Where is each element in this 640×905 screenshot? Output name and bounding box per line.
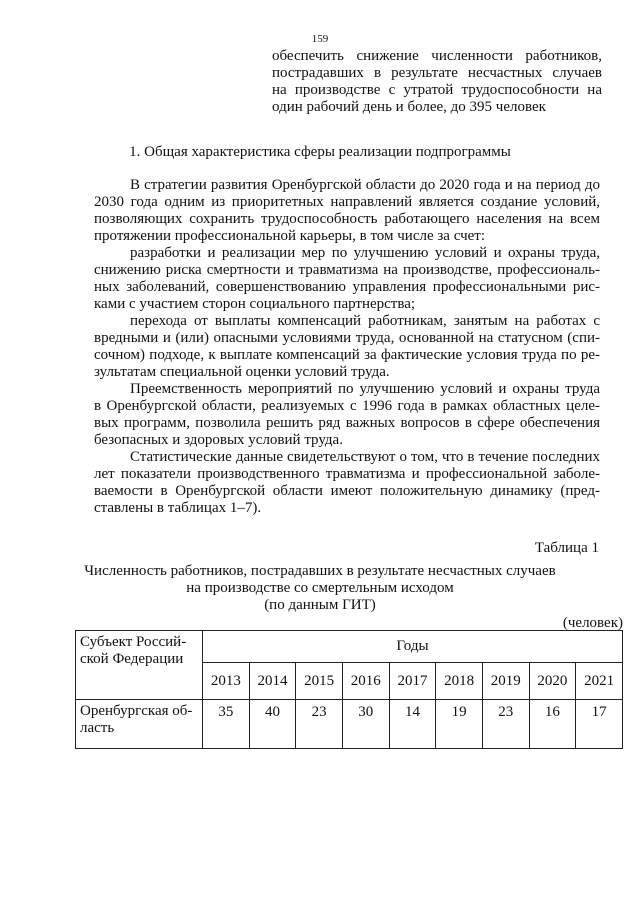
year-header: 2015 xyxy=(296,663,343,700)
value-cell: 40 xyxy=(249,700,296,749)
paragraph xyxy=(94,381,600,449)
paragraph-line: ваемости в Оренбургской области имеют положительную динамику (пред- xyxy=(94,483,600,499)
paragraph-line: протяжении профессиональной карьеры, в том числе за счет: xyxy=(94,228,485,244)
year-header: 2014 xyxy=(249,663,296,700)
fatal-accidents-table xyxy=(75,630,623,749)
page-number: 159 xyxy=(311,33,329,45)
goal-line: один рабочий день и более, до 395 человек xyxy=(272,99,546,115)
year-header: 2018 xyxy=(436,663,483,700)
paragraph-line: Статистические данные свидетельствуют о том, что в течение последних xyxy=(130,449,600,465)
section-title: 1. Общая характеристика сферы реализации подпрограммы xyxy=(129,144,511,160)
year-header: 2013 xyxy=(203,663,250,700)
paragraph-line: В стратегии развития Оренбургской области до 2020 года и на период до xyxy=(130,177,600,193)
caption-line: Численность работников, пострадавших в результате несчастных случаев xyxy=(84,563,556,579)
subject-header-line: ской Федерации xyxy=(80,651,184,667)
subject-cell xyxy=(76,700,203,749)
paragraph-line: зультатам специальной оценки условий труда. xyxy=(94,364,390,380)
year-header: 2020 xyxy=(529,663,576,700)
paragraph xyxy=(94,177,600,245)
subject-line: ласть xyxy=(80,720,115,736)
paragraph-line: ставлены в таблицах 1–7). xyxy=(94,500,262,516)
body-text xyxy=(94,177,600,517)
paragraph-line: разработки и реализации мер по улучшению условий и охраны труда, xyxy=(130,245,600,261)
value-cell: 23 xyxy=(296,700,343,749)
value-cell: 17 xyxy=(576,700,623,749)
subprogram-goal-text xyxy=(272,48,602,116)
value-cell: 19 xyxy=(436,700,483,749)
value-cell: 35 xyxy=(203,700,250,749)
value-cell: 23 xyxy=(482,700,529,749)
value-cell: 30 xyxy=(342,700,389,749)
caption-line: на производстве со смертельным исходом xyxy=(186,580,454,596)
paragraph-line: безопасных и здоровых условий труда. xyxy=(94,432,343,448)
paragraph xyxy=(94,449,600,517)
table-label: Таблица 1 xyxy=(534,540,599,556)
paragraph xyxy=(94,245,600,313)
year-header: 2017 xyxy=(389,663,436,700)
paragraph-line: вредными и (или) опасными условиями труда, основанной на статусном (спи- xyxy=(94,330,600,346)
paragraph-line: Преемственность мероприятий по улучшению условий и охраны труда xyxy=(130,381,600,397)
value-cell: 16 xyxy=(529,700,576,749)
table-caption xyxy=(0,563,640,614)
table-row xyxy=(76,700,623,749)
year-header: 2016 xyxy=(342,663,389,700)
paragraph-line: перехода от выплаты компенсаций работникам, занятым на работах с xyxy=(130,313,600,329)
paragraph-line: вых программ, позволила решить ряд важных вопросов в сфере обеспечения xyxy=(94,415,600,431)
caption-line: (по данным ГИТ) xyxy=(264,597,376,613)
years-column-header: Годы xyxy=(203,631,623,663)
goal-line: на производстве с утратой трудоспособности на xyxy=(272,82,602,98)
paragraph-line: позволяющих сохранить трудоспособность работающего населения на всем xyxy=(94,211,600,227)
paragraph-line: лет показатели производственного травматизма и профессиональной заболе- xyxy=(94,466,600,482)
table-units: (человек) xyxy=(562,615,623,631)
year-header: 2019 xyxy=(482,663,529,700)
paragraph xyxy=(94,313,600,381)
paragraph-line: сочном) подходе, к выплате компенсаций за фактические условия труда по ре- xyxy=(94,347,600,363)
paragraph-line: снижению риска смертности и травматизма на производстве, профессиональ- xyxy=(94,262,600,278)
value-cell: 14 xyxy=(389,700,436,749)
paragraph-line: ками с участием сторон социального партнерства; xyxy=(94,296,416,312)
subject-header-line: Субъект Россий- xyxy=(80,634,187,650)
subject-line: Оренбургская об- xyxy=(80,703,193,719)
paragraph-line: в Оренбургской области, реализуемых с 1996 года в рамках областных целе- xyxy=(94,398,600,414)
goal-line: пострадавших в результате несчастных случаев xyxy=(272,65,602,81)
goal-line: обеспечить снижение численности работников, xyxy=(272,48,602,64)
paragraph-line: 2030 года одним из приоритетных направлений является создание условий, xyxy=(94,194,600,210)
year-header: 2021 xyxy=(576,663,623,700)
table-header-row xyxy=(76,631,623,663)
subject-column-header xyxy=(76,631,203,700)
paragraph-line: ных заболеваний, совершенствованию управления профессиональными рис- xyxy=(94,279,600,295)
